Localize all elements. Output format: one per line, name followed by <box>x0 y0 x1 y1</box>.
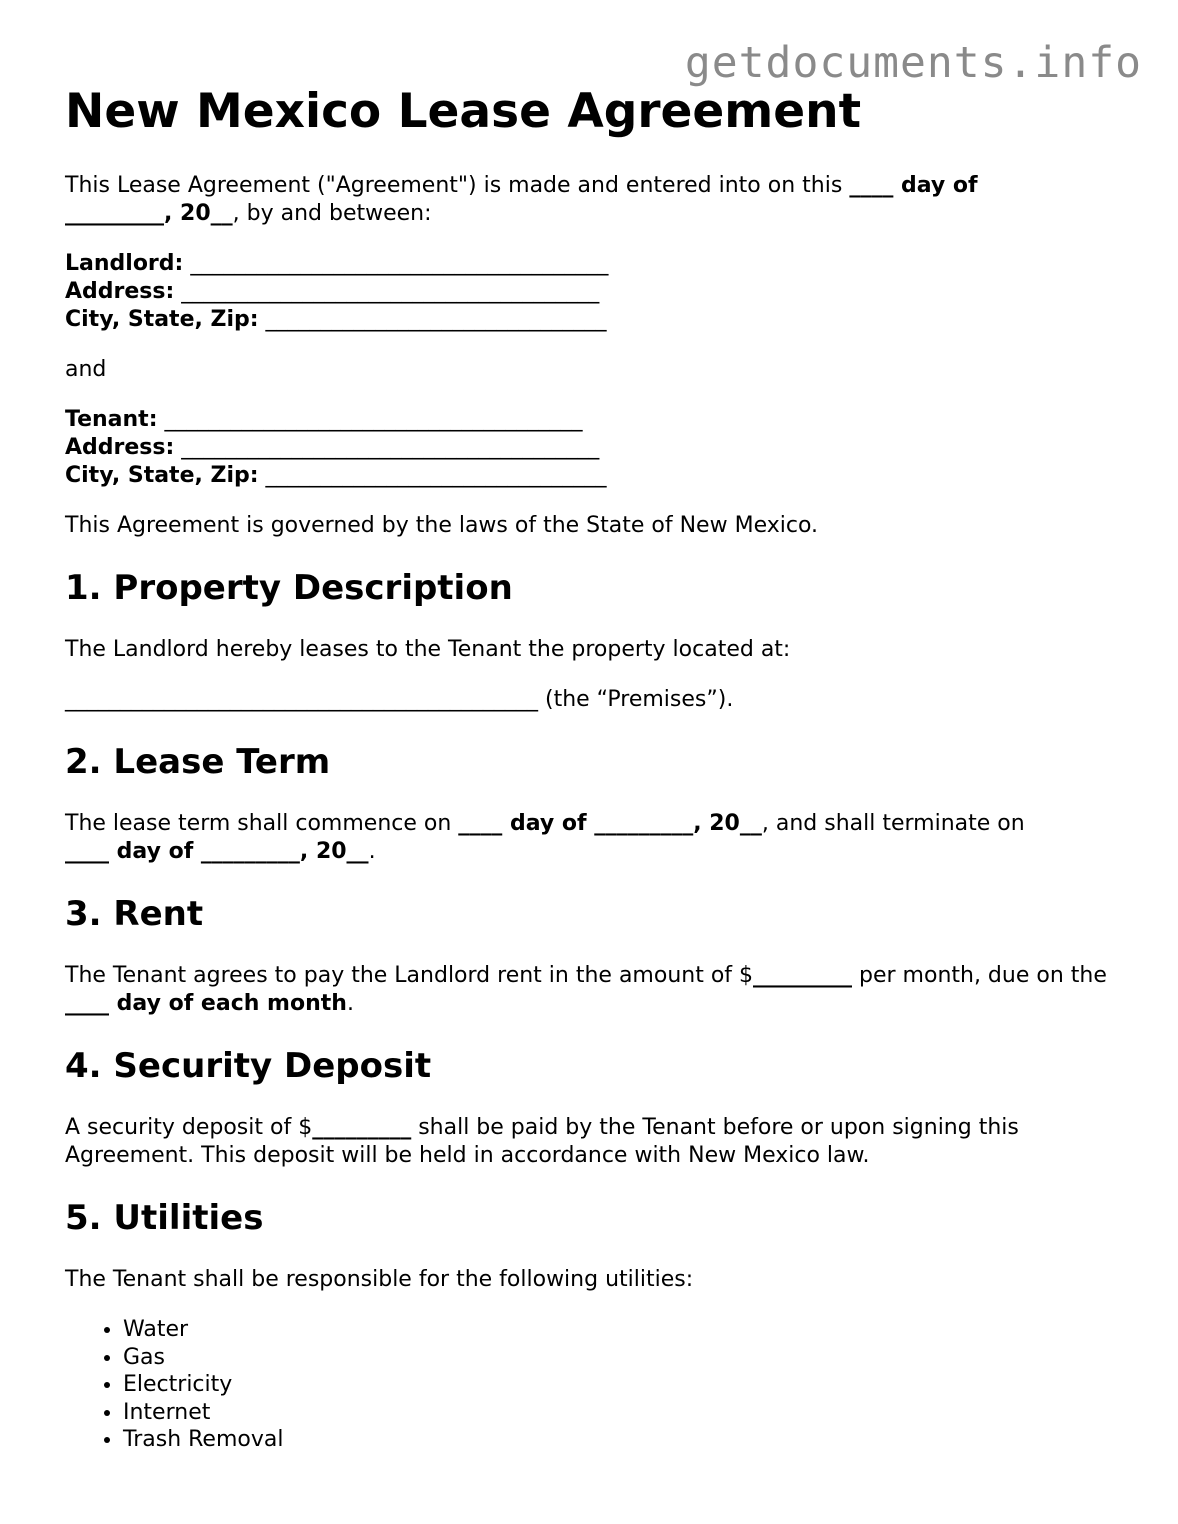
page-title: New Mexico Lease Agreement <box>65 84 862 139</box>
tenant-name-line: ______________________________________ <box>157 407 583 432</box>
section3-heading: 3. Rent <box>65 894 204 934</box>
landlord-name-label: Landlord: <box>65 251 184 276</box>
document-page <box>65 84 1125 1454</box>
tenant-city-line: _______________________________ <box>258 463 607 488</box>
landlord-city-line: _______________________________ <box>258 307 607 332</box>
premises-address-line: ___________________________________________ <box>65 687 538 712</box>
and-text: and <box>65 357 107 382</box>
premises-text: (the “Premises”). <box>538 687 734 712</box>
lease-term-text-end: . <box>368 839 376 864</box>
section4-text <box>65 1114 1125 1170</box>
intro-text: This Lease Agreement ("Agreement") is made and entered into on this <box>65 173 850 198</box>
watermark: getdocuments.info <box>684 38 1142 88</box>
tenant-block <box>65 406 1125 490</box>
list-item: • Gas <box>123 1344 1125 1372</box>
section4-heading: 4. Security Deposit <box>65 1046 432 1086</box>
list-item: • Trash Removal <box>123 1426 1125 1454</box>
tenant-address-label: Address: <box>65 435 175 460</box>
tenant-name-label: Tenant: <box>65 407 158 432</box>
utilities-list <box>65 1316 1125 1454</box>
rent-text: The Tenant agrees to pay the Landlord rent in the amount of $ <box>65 963 754 988</box>
intro-month-blank: _________, 20__ <box>65 201 233 226</box>
section1-heading: 1. Property Description <box>65 568 513 608</box>
section2-text <box>65 810 1125 866</box>
rent-text-end: . <box>346 991 354 1016</box>
rent-amount-blank: _________ <box>753 963 853 988</box>
landlord-city-label: City, State, Zip: <box>65 307 259 332</box>
intro-text-end: , by and between: <box>232 201 432 226</box>
deposit-amount-blank: _________ <box>312 1115 412 1140</box>
section1-premises <box>65 686 1125 714</box>
section5-heading: 5. Utilities <box>65 1198 264 1238</box>
lease-term-text-mid: , and shall terminate on <box>761 811 1025 836</box>
landlord-address-line: ______________________________________ <box>174 279 600 304</box>
landlord-name-line: ______________________________________ <box>183 251 609 276</box>
list-item: • Electricity <box>123 1371 1125 1399</box>
landlord-block <box>65 250 1125 334</box>
governed-text: This Agreement is governed by the laws of the State of New Mexico. <box>65 513 819 538</box>
intro-day-blank: ____ <box>849 173 894 198</box>
intro-day-of: day of <box>893 173 978 198</box>
tenant-address-line: ______________________________________ <box>174 435 600 460</box>
deposit-text: A security deposit of $ <box>65 1115 313 1140</box>
lease-start-blank: ____ day of _________, 20__ <box>458 811 762 836</box>
section5-text: The Tenant shall be responsible for the following utilities: <box>65 1267 694 1292</box>
section3-text <box>65 962 1125 1018</box>
section2-heading: 2. Lease Term <box>65 742 331 782</box>
rent-due-blank: ____ day of each month <box>65 991 347 1016</box>
lease-term-text: The lease term shall commence on <box>65 811 459 836</box>
section1-text: The Landlord hereby leases to the Tenant the property located at: <box>65 637 791 662</box>
landlord-address-label: Address: <box>65 279 175 304</box>
rent-text-mid: per month, due on the <box>852 963 1107 988</box>
list-item: • Water <box>123 1316 1125 1344</box>
lease-end-blank: ____ day of _________, 20__ <box>65 839 369 864</box>
tenant-city-label: City, State, Zip: <box>65 463 259 488</box>
list-item: • Internet <box>123 1399 1125 1427</box>
intro-paragraph <box>65 172 1125 228</box>
deposit-text-end: shall be paid by the Tenant before or upon signing this Agreement. This deposit will be held in accordance with New Mexico law. <box>65 1115 1019 1168</box>
